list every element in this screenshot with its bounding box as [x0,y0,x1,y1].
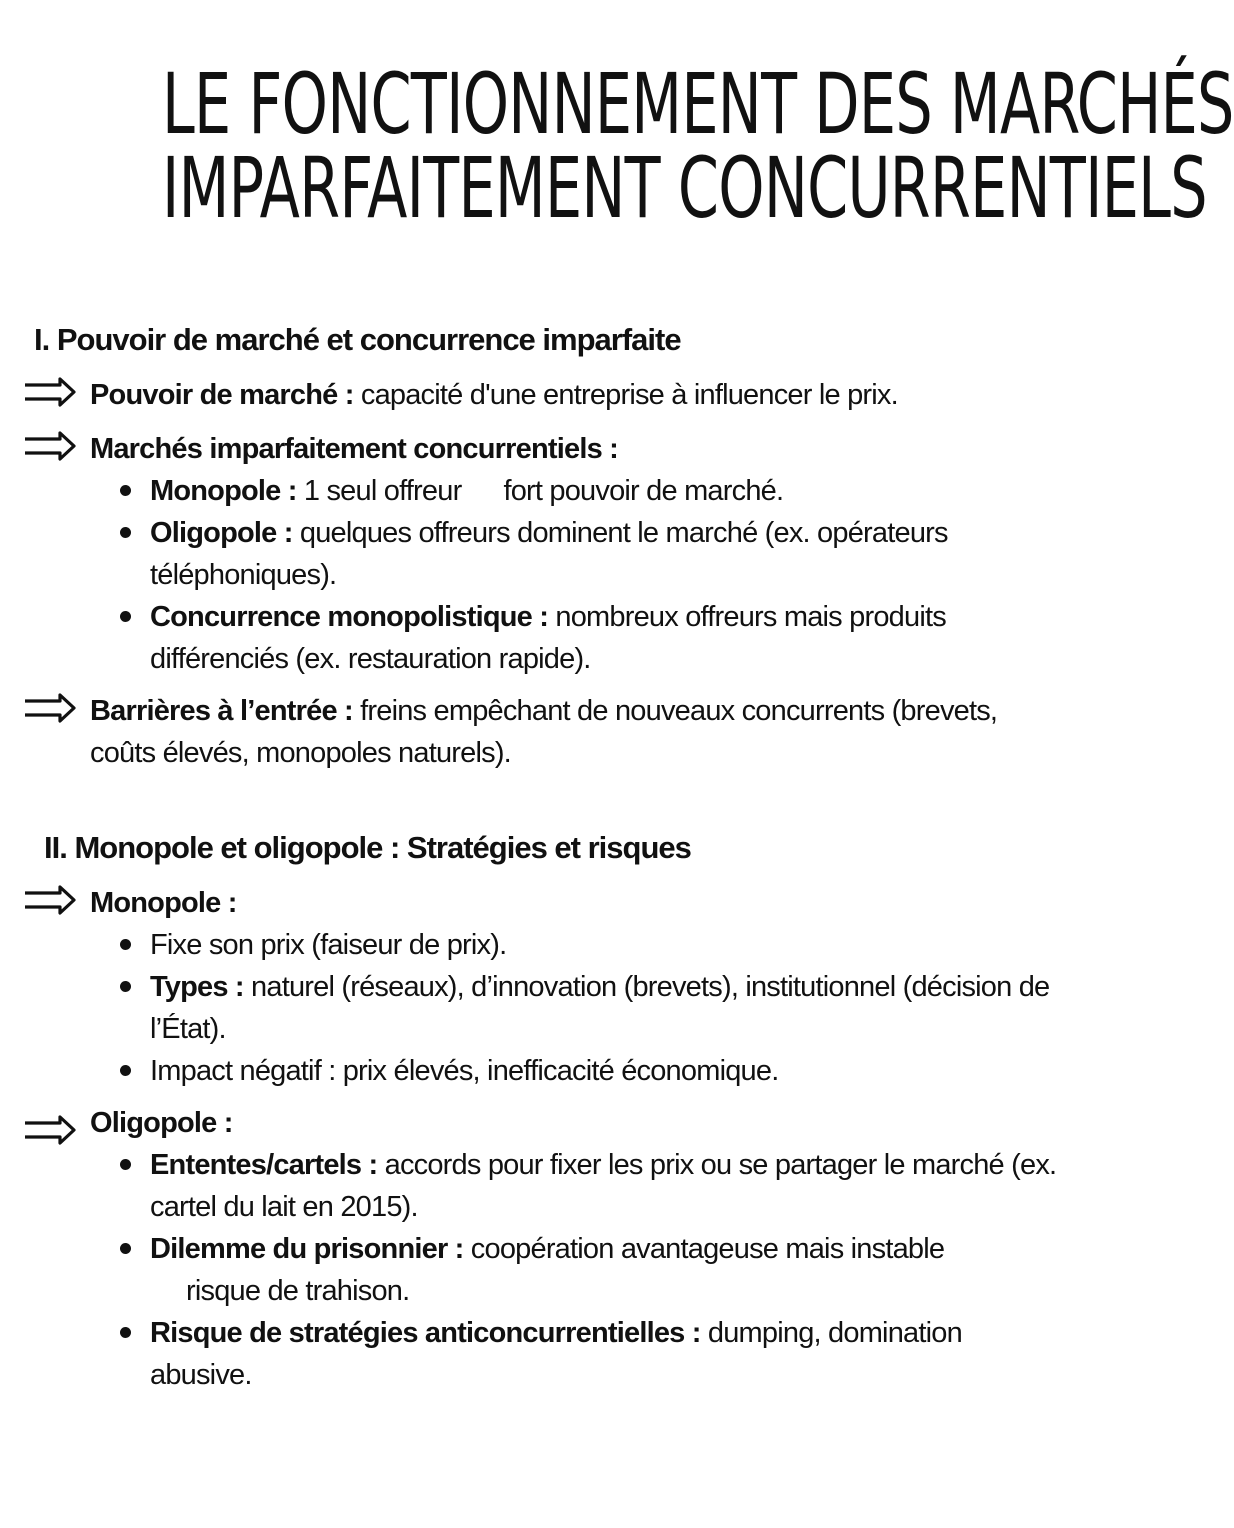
bullet-term: Concurrence monopolistique : [150,601,549,633]
bullet-text: nombreux offreurs mais produits différenciés (ex. restauration rapide). [150,601,946,675]
paragraph-marches-imparfaits [22,428,1062,470]
list-item [112,1144,1062,1228]
page-title [162,55,1234,237]
bullet-term: Ententes/cartels : [150,1149,378,1181]
oligopole-list [112,1144,1062,1396]
monopole-list [112,924,1052,1092]
arrow-right-icon [22,376,78,408]
bullet-text: accords pour fixer les prix ou se partager le marché (ex. cartel du lait en 2015). [150,1149,1057,1223]
bullet-text: fort pouvoir de marché. [503,475,784,507]
bullet-icon [120,1159,131,1170]
paragraph-monopole [22,882,1062,924]
term-monopole: Monopole : [90,887,237,919]
list-item [112,924,1052,966]
bullet-icon [120,1065,131,1076]
list-item [112,1228,1062,1312]
bullet-text: naturel (réseaux), d’innovation (brevets), institutionnel (décision de l’État). [150,971,1050,1045]
paragraph-oligopole [22,1102,1062,1144]
bullet-text: Impact négatif : prix élevés, inefficacité économique. [150,1055,779,1087]
section-1-heading: I. Pouvoir de marché et concurrence imparfaite [34,322,681,357]
bullet-term: Dilemme du prisonnier : [150,1233,464,1265]
bullet-icon [120,981,131,992]
bullet-text: 1 seul offreur [296,475,462,507]
term-pouvoir-de-marche: Pouvoir de marché : [90,379,354,411]
list-item [112,512,1052,596]
list-item [112,966,1052,1050]
bullet-term: Oligopole : [150,517,293,549]
definition-barrieres-entree: freins empêchant de nouveaux concurrents (brevets, coûts élevés, monopoles naturels). [90,695,998,769]
bullet-text: risque de trahison. [186,1275,410,1307]
arrow-right-icon [22,692,78,724]
term-marches-imparfaits: Marchés imparfaitement concurrentiels : [90,433,619,465]
section-2-heading: II. Monopole et oligopole : Stratégies et risques [44,830,691,865]
bullet-term: Risque de stratégies anticoncurrentielles : [150,1317,701,1349]
bullet-icon [120,527,131,538]
bullet-icon [120,939,131,950]
term-oligopole: Oligopole : [90,1107,233,1139]
bullet-icon [120,611,131,622]
term-barrieres-entree: Barrières à l’entrée : [90,695,353,727]
arrow-right-icon [22,1114,78,1146]
arrow-right-icon [22,884,78,916]
bullet-text: coopération avantageuse mais instable [463,1233,945,1265]
title-line-1: LE FONCTIONNEMENT DES MARCHÉS [162,55,1234,153]
bullet-icon [120,1243,131,1254]
bullet-term: Types : [150,971,244,1003]
paragraph-pouvoir-de-marche [22,374,1062,416]
arrow-right-icon [22,430,78,462]
bullet-text: Fixe son prix (faiseur de prix). [150,929,507,961]
list-item [112,470,1052,512]
title-line-2: IMPARFAITEMENT CONCURRENTIELS [162,139,1207,237]
market-types-list [112,470,1052,680]
bullet-icon [120,485,131,496]
bullet-text: quelques offreurs dominent le marché (ex. opérateurs téléphoniques). [150,517,948,591]
bullet-term: Monopole : [150,475,297,507]
definition-pouvoir-de-marche: capacité d'une entreprise à influencer le prix. [353,379,898,411]
list-item [112,1312,1062,1396]
bullet-icon [120,1327,131,1338]
paragraph-barrieres-entree [22,690,1062,774]
bullet-text: dumping, domination abusive. [150,1317,962,1391]
list-item [112,596,1052,680]
list-item [112,1050,1052,1092]
